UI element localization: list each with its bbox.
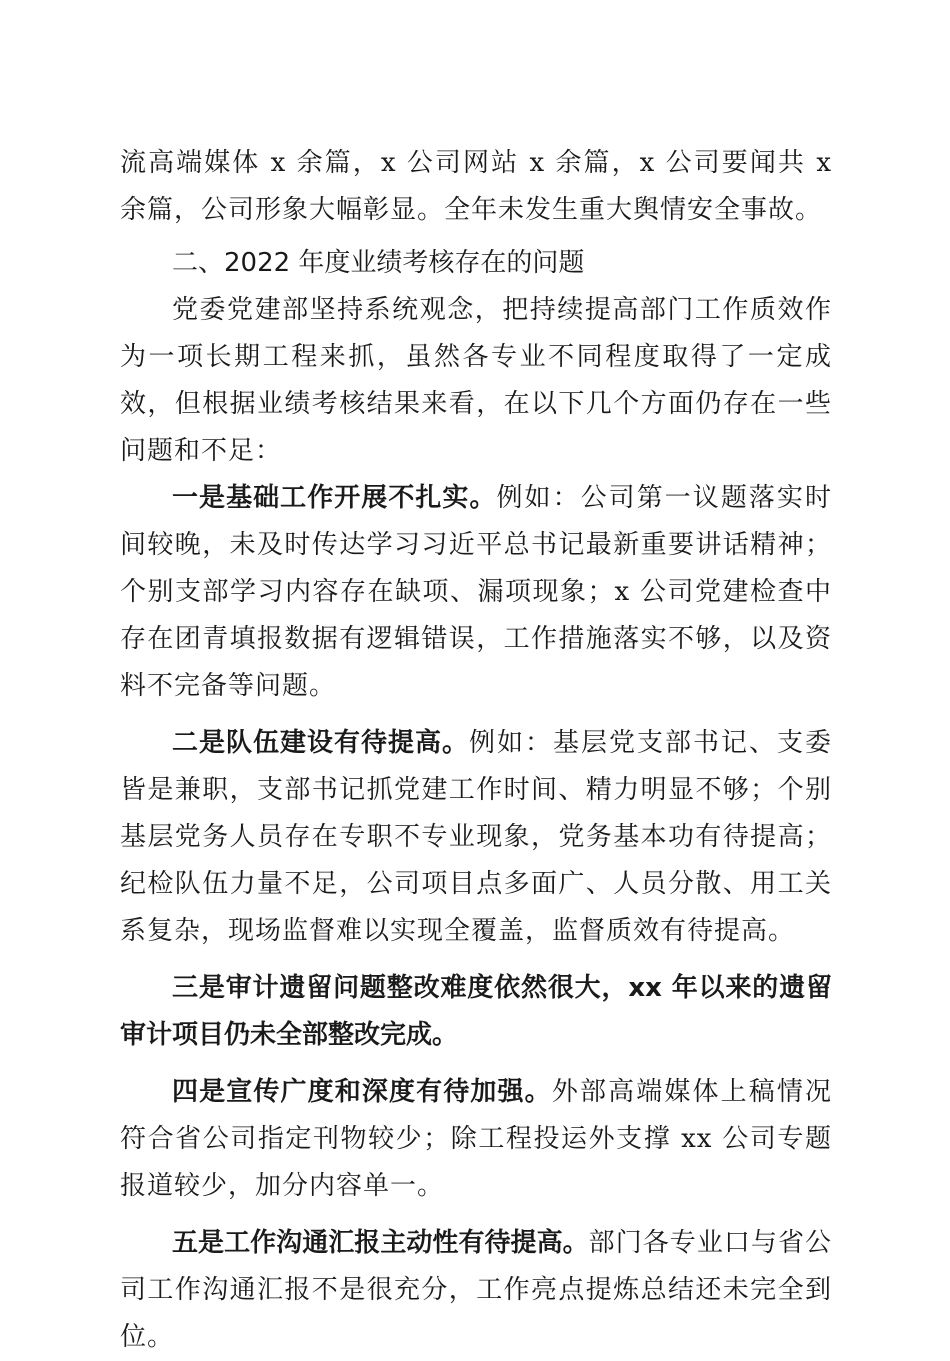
- issue-paragraph-3: [120, 965, 832, 1059]
- issue-lead-2: 二是队伍建设有待提高。: [172, 728, 469, 758]
- section-heading: 二、2022 年度业绩考核存在的问题: [172, 248, 585, 278]
- issue-text-1: 例如：公司第一议题落实时间较晚，未及时传达学习习近平总书记最新重要讲话精神；个别支部学习内容存在缺项、漏项现象；x 公司党建检查中存在团青填报数据有逻辑错误，工作措施落实不够，以及资料不完备等问题。: [120, 483, 832, 701]
- issue-lead-5: 五是工作沟通汇报主动性有待提高。: [172, 1228, 589, 1258]
- intro-paragraph: 党委党建部坚持系统观念，把持续提高部门工作质效作为一项长期工程来抓，虽然各专业不同程度取得了一定成效，但根据业绩考核结果来看，在以下几个方面仍存在一些问题和不足：: [120, 295, 832, 466]
- document-body: [120, 140, 832, 1361]
- issue-text-2: 例如：基层党支部书记、支委皆是兼职，支部书记抓党建工作时间、精力明显不够；个别基层党务人员存在专职不专业现象，党务基本功有待提高；纪检队伍力量不足，公司项目点多面广、人员分散、用工关系复杂，现场监督难以实现全覆盖，监督质效有待提高。: [120, 728, 832, 946]
- issue-text-4: 外部高端媒体上稿情况符合省公司指定刊物较少；除工程投运外支撑 xx 公司专题报道较少，加分内容单一。: [120, 1077, 832, 1201]
- continuation-paragraph: 流高端媒体 x 余篇，x 公司网站 x 余篇，x 公司要闻共 x 余篇，公司形象大幅彰显。全年未发生重大舆情安全事故。: [120, 148, 832, 225]
- issue-lead-4: 四是宣传广度和深度有待加强。: [172, 1077, 552, 1107]
- issue-paragraph-4: [120, 1069, 832, 1210]
- issue-lead-3: 三是审计遗留问题整改难度依然很大，xx 年以来的遗留审计项目仍未全部整改完成。: [120, 973, 832, 1050]
- issue-paragraph-5: [120, 1220, 832, 1361]
- issue-text-5: 部门各专业口与省公司工作沟通汇报不是很充分，工作亮点提炼总结还未完全到位。: [120, 1228, 832, 1352]
- issue-lead-1: 一是基础工作开展不扎实。: [172, 483, 497, 513]
- issue-paragraph-2: [120, 720, 832, 955]
- issue-paragraph-1: [120, 475, 832, 710]
